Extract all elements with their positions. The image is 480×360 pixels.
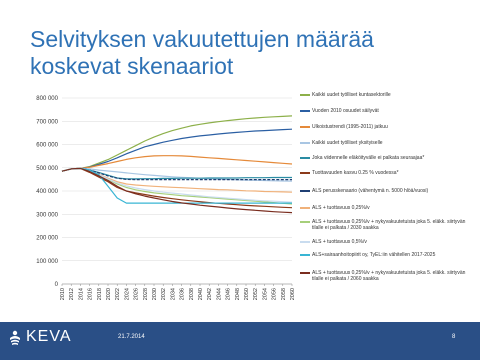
x-tick-label: 2058 (280, 288, 287, 301)
legend-swatch (300, 142, 310, 144)
legend-label: Vuoden 2010 osuudet säilyvät (312, 108, 379, 114)
y-tick-label: 500 000 (36, 165, 58, 172)
x-tick-label: 2034 (170, 288, 177, 301)
legend-label: ALS + tuottavuus 0,25%/v + nykyvakuutetuista joka 5. eläkk. siirtyvän tilalle ei palkata / 2030 saakka (312, 219, 466, 231)
legend-swatch (300, 172, 310, 174)
series-line-11 (62, 168, 292, 203)
series-line-1 (62, 116, 292, 171)
x-tick-label: 2016 (87, 288, 94, 301)
x-tick-label: 2024 (124, 288, 131, 301)
y-tick-label: 400 000 (36, 189, 58, 195)
y-tick-label: 700 000 (36, 119, 58, 126)
x-tick-label: 2040 (198, 288, 204, 301)
x-tick-label: 2032 (161, 288, 168, 301)
legend-label: Kaikki uudet työlliset yksityiselle (312, 140, 383, 146)
legend-label: ALS + tuottavuus 0,25%/v (312, 205, 370, 211)
legend-swatch (300, 110, 310, 112)
x-tick-label: 2030 (152, 288, 158, 301)
legend-swatch (300, 94, 310, 96)
x-tick-label: 2022 (115, 288, 122, 301)
legend-label: ALS+sairaanhoitopiirit oy, TyEL:iin vähitellen 2017-2025 (312, 252, 436, 258)
legend-label: ALS + tuottavuus 0,25%/v + nykyvakuutetuista joka 5. eläkk. siirtyvän tilalle ei palkata / 2060 saakka (312, 270, 466, 282)
slide-footer (0, 322, 480, 360)
y-tick-label: 800 000 (36, 96, 58, 102)
y-tick-label: 0 (54, 282, 58, 288)
y-tick-label: 200 000 (36, 235, 58, 242)
slide-date: 21.7.2014 (118, 334, 145, 340)
y-tick-label: 100 000 (36, 258, 58, 265)
series-line-2 (62, 129, 292, 171)
x-tick-label: 2056 (271, 288, 278, 301)
legend-swatch (300, 272, 310, 274)
slide-title-line-1: Selvityksen vakuutettujen määrää (30, 26, 374, 52)
legend-swatch (300, 254, 310, 256)
y-tick-label: 600 000 (36, 142, 58, 149)
x-tick-label: 2020 (106, 288, 112, 301)
legend-label: ALS perusskenaario (vähentymä n. 5000 hlöä/vuosi) (312, 188, 429, 194)
legend-swatch (300, 190, 310, 192)
legend-label: Kaikki uudet työlliset kuntasektorille (312, 92, 391, 98)
x-tick-label: 2012 (69, 288, 76, 301)
legend-label: Tuottavuuden kasvu 0.25 % vuodessa* (312, 170, 399, 176)
legend-swatch (300, 157, 310, 159)
x-tick-label: 2036 (179, 288, 186, 301)
x-tick-label: 2048 (234, 288, 241, 301)
x-tick-label: 2042 (207, 288, 214, 301)
legend-label: ALS + tuottavuus 0,5%/v (312, 239, 367, 245)
page-number: 8 (452, 334, 456, 340)
keva-logo-text: KEVA (26, 328, 72, 345)
x-tick-label: 2010 (60, 288, 66, 301)
x-tick-label: 2028 (142, 288, 149, 301)
x-tick-label: 2038 (188, 288, 195, 301)
keva-logo-icon (8, 330, 22, 346)
legend-label: Joka viidennelle eläköityvälle ei palkata seuraajaa* (312, 155, 425, 161)
x-tick-label: 2060 (290, 288, 296, 301)
x-tick-label: 2044 (216, 288, 223, 301)
y-tick-label: 300 000 (36, 212, 58, 219)
x-tick-label: 2046 (225, 288, 232, 301)
x-tick-label: 2018 (96, 288, 103, 301)
x-tick-label: 2054 (262, 288, 269, 301)
legend-swatch (300, 126, 310, 128)
x-tick-label: 2050 (244, 288, 250, 301)
legend-swatch (300, 207, 310, 209)
legend-label: Ulkoistustrendi (1995-2011) jatkuu (312, 124, 388, 130)
x-tick-label: 2052 (253, 288, 260, 301)
legend-swatch (300, 241, 310, 243)
slide-title-line-2: koskevat skenaariot (30, 53, 234, 79)
x-tick-label: 2014 (78, 288, 85, 301)
legend-swatch (300, 221, 310, 223)
x-tick-label: 2026 (133, 288, 140, 301)
